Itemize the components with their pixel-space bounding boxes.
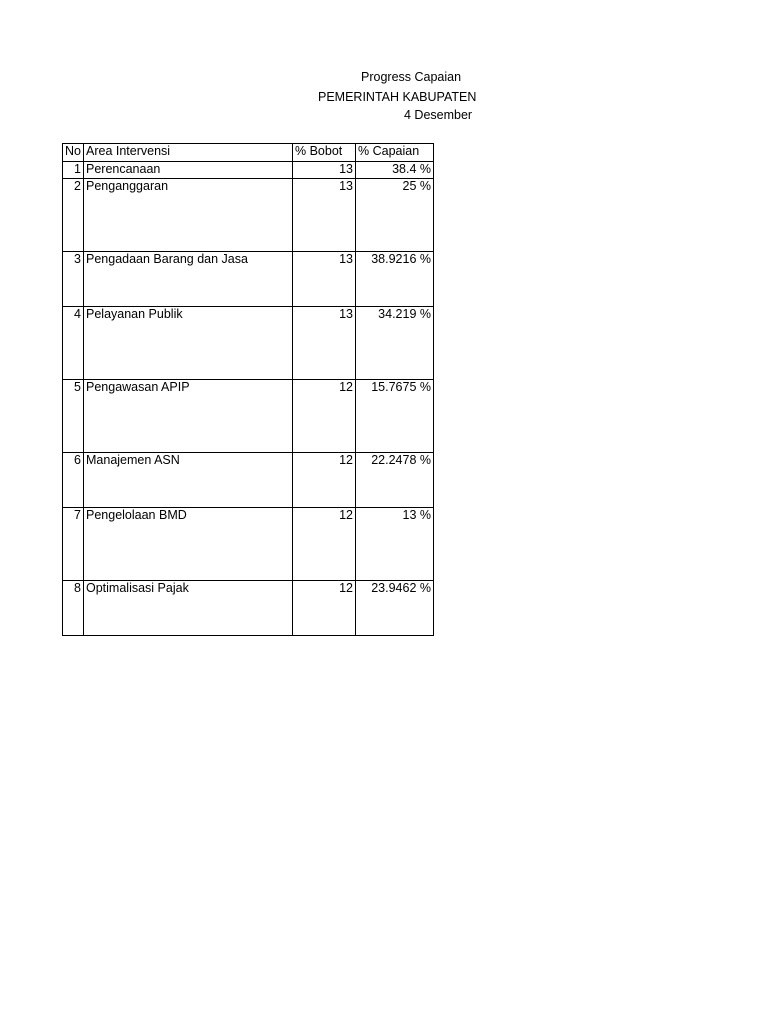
row-area: Pelayanan Publik — [84, 307, 293, 380]
row-area: Optimalisasi Pajak — [84, 581, 293, 636]
row-capaian: 13 % — [356, 508, 434, 581]
row-no: 7 — [63, 508, 84, 581]
row-bobot: 12 — [293, 380, 356, 453]
row-no: 2 — [63, 179, 84, 252]
progress-table — [62, 143, 434, 636]
table-row — [63, 508, 434, 581]
table-row — [63, 179, 434, 252]
row-area: Manajemen ASN — [84, 453, 293, 508]
row-capaian: 38.4 % — [356, 162, 434, 179]
row-bobot: 12 — [293, 581, 356, 636]
report-date: 4 Desember — [404, 108, 473, 122]
report-title: Progress Capaian — [361, 70, 462, 84]
table-row — [63, 307, 434, 380]
row-capaian: 38.9216 % — [356, 252, 434, 307]
table-row — [63, 581, 434, 636]
table-row — [63, 380, 434, 453]
row-no: 4 — [63, 307, 84, 380]
row-no: 8 — [63, 581, 84, 636]
row-bobot: 13 — [293, 162, 356, 179]
row-no: 3 — [63, 252, 84, 307]
row-capaian: 22.2478 % — [356, 453, 434, 508]
report-organization: PEMERINTAH KABUPATEN — [318, 90, 477, 104]
column-header-area: Area Intervensi — [84, 144, 293, 162]
column-header-capaian: % Capaian — [356, 144, 434, 162]
row-bobot: 12 — [293, 453, 356, 508]
row-area: Pengelolaan BMD — [84, 508, 293, 581]
row-no: 5 — [63, 380, 84, 453]
row-bobot: 13 — [293, 179, 356, 252]
table-row — [63, 252, 434, 307]
row-capaian: 34.219 % — [356, 307, 434, 380]
row-bobot: 12 — [293, 508, 356, 581]
row-no: 1 — [63, 162, 84, 179]
row-no: 6 — [63, 453, 84, 508]
column-header-bobot: % Bobot — [293, 144, 356, 162]
table-row — [63, 162, 434, 179]
column-header-no: No — [63, 144, 84, 162]
table-row — [63, 453, 434, 508]
row-area: Pengawasan APIP — [84, 380, 293, 453]
row-capaian: 25 % — [356, 179, 434, 252]
row-capaian: 23.9462 % — [356, 581, 434, 636]
row-bobot: 13 — [293, 307, 356, 380]
row-area: Penganggaran — [84, 179, 293, 252]
row-bobot: 13 — [293, 252, 356, 307]
row-capaian: 15.7675 % — [356, 380, 434, 453]
table-header-row — [63, 144, 434, 162]
row-area: Perencanaan — [84, 162, 293, 179]
row-area: Pengadaan Barang dan Jasa — [84, 252, 293, 307]
